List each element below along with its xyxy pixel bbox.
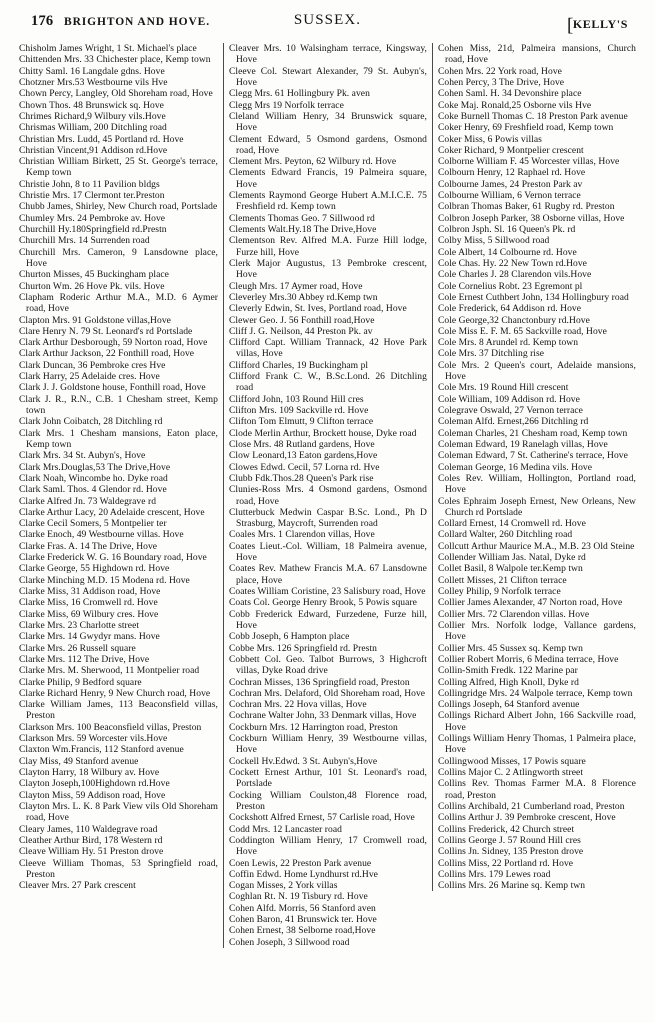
directory-entry: Coleman Charles, 21 Chesham road, Kemp town	[437, 427, 628, 439]
directory-entry: Collard Ernest, 14 Cromwell rd. Hove	[437, 518, 586, 530]
directory-entry: Clunies-Ross Mrs. 4 Osmond gardens, Osmond road, Hove	[228, 484, 427, 507]
directory-entry: Collins Major C. 2 Atlingworth street	[437, 767, 584, 778]
directory-entry: Cleugh Mrs. 17 Aymer road, Hove	[228, 280, 363, 292]
directory-entry: Coats Col. George Henry Brook, 5 Powis square	[228, 597, 417, 609]
directory-entry: Clarke William James, 113 Beaconsfield villas, Preston	[19, 699, 218, 722]
directory-entry: Cleeve Col. Stewart Alexander, 79 St. Aubyn's, Hove	[228, 65, 427, 88]
directory-entry: Clements Raymond George Hubert A.M.I.C.E. 75 Freshfield rd. Kemp town	[228, 190, 427, 213]
directory-entry: Cole William, 109 Addison rd. Hove	[437, 393, 580, 405]
directory-entry: Cobb Frederick Edward, Furzedene, Furze hill, Hove	[228, 608, 427, 631]
directory-entry: Clewer Geo. J. 56 Fonthill road,Hove	[228, 314, 375, 326]
directory-entry: Clarke Mrs. 14 Gwydyr mans. Hove	[19, 631, 160, 643]
directory-column-1	[14, 43, 223, 891]
directory-entry: Clark Arthur Jackson, 22 Fonthill road, Hove	[19, 348, 195, 360]
directory-entry: Clarkson Mrs. 100 Beaconsfield villas, Preston	[19, 721, 202, 733]
directory-entry: Clark Duncan, 36 Pembroke cres Hve	[19, 359, 166, 371]
directory-entry: Chown Percy, Langley, Old Shoreham road, Hove	[19, 88, 213, 100]
directory-entry: Cole Mrs. 2 Queen's court, Adelaide mansions, Hove	[437, 359, 636, 383]
directory-entry: Clark Noah, Wincombe ho. Dyke road	[19, 472, 168, 484]
directory-entry: Cochrane Walter John, 33 Denmark villas, Hove	[228, 710, 417, 722]
directory-entry: Collier Robert Morris, 6 Medina terrace, Hove	[437, 653, 619, 665]
directory-entry: Christie John, 8 to 11 Pavilion bldgs	[19, 178, 160, 190]
directory-entry: Cole Albert, 14 Colbourne rd. Hove	[437, 246, 577, 258]
directory-entry: Chrimes Richard,9 Wilbury vils.Hove	[19, 110, 166, 122]
directory-entry: Collard Walter, 260 Ditchling road	[437, 529, 573, 541]
directory-entry: Cole Frederick, 64 Addison rd. Hove	[437, 303, 582, 315]
directory-entry: Coffin Edwd. Home Lyndhurst rd.Hve	[228, 868, 378, 880]
directory-entry: Clegg Mrs 19 Norfolk terrace	[228, 99, 344, 111]
directory-entry: Clement Mrs. Peyton, 62 Wilbury rd. Hove	[228, 156, 397, 168]
directory-entry: Colbourn Henry, 12 Raphael rd. Hove	[437, 167, 586, 179]
directory-entry: Collins Frederick, 42 Church street	[437, 823, 575, 835]
directory-entry: Cochran Misses, 136 Springfield road, Preston	[228, 676, 410, 688]
running-head-publisher	[567, 15, 628, 37]
directory-entry: Cohen Percy, 3 The Drive, Hove	[437, 76, 565, 88]
directory-entry: Cole Chas. Hy. 22 New Town rd.Hove	[437, 257, 587, 269]
directory-entry: Chisholm James Wright, 1 St. Michael's place	[19, 43, 197, 54]
directory-entry: Collier James Alexander, 47 Norton road, Hove	[437, 597, 623, 609]
directory-entry: Cobb Joseph, 6 Hampton place	[228, 631, 350, 643]
directory-entry: Collins Jn. Sidney, 135 Preston drove	[437, 846, 584, 858]
directory-entry: Clarke Miss, 31 Addison road, Hove	[19, 586, 161, 597]
directory-entry: Cohen Saml. H. 34 Devonshire place	[437, 88, 582, 100]
directory-entry: Clark Mrs.Douglas,53 The Drive,Hove	[19, 461, 171, 473]
directory-entry: Clarkson Mrs. 59 Worcester vils.Hove	[19, 733, 168, 745]
directory-entry: Cole Mrs. 19 Round Hill crescent	[437, 382, 569, 394]
directory-entry: Clarke Miss, 16 Cromwell rd. Hove	[19, 597, 158, 609]
directory-entry: Collier Mrs. Norfolk lodge, Vallance gardens, Hove	[437, 619, 636, 643]
directory-entry: Collins Mrs. 179 Lewes road	[437, 868, 551, 880]
directory-entry: Chotzner Mrs.53 Westbourne vils Hve	[19, 76, 168, 88]
directory-entry: Clayton Mrs. L. K. 8 Park View vils Old Shoreham road, Hove	[19, 800, 218, 824]
directory-entry: Cohen Miss, 21d, Palmeira mansions, Church road, Hove	[437, 43, 636, 66]
directory-entry: Cleave William Hy. 51 Preston drove	[19, 846, 164, 858]
directory-entry: Collings Richard Albert John, 166 Sackville road, Hove	[437, 710, 636, 733]
directory-entry: Clapton Mrs. 91 Goldstone villas,Hove	[19, 314, 171, 326]
directory-entry: Cole Cornelius Robt. 23 Egremont pl	[437, 280, 583, 292]
directory-entry: Clifford Charles, 19 Buckingham pl	[228, 359, 369, 371]
directory-entry: Collings William Henry Thomas, 1 Palmeira place, Hove	[437, 733, 636, 756]
directory-entry: Cleaver Mrs. 27 Park crescent	[19, 880, 136, 892]
directory-entry: Colbourne William, 6 Vernon terrace	[437, 190, 581, 202]
directory-entry: Clayton Harry, 18 Wilbury av. Hove	[19, 767, 160, 778]
directory-entry: Clements Edward Francis, 19 Palmeira square, Hove	[228, 167, 427, 190]
directory-entry: Coleman Alfd. Ernest,266 Ditchling rd	[437, 416, 589, 428]
directory-entry: Coddington William Henry, 17 Cromwell road, Hove	[228, 834, 427, 858]
directory-entry: Clementson Rev. Alfred M.A. Furze Hill lodge, Furze hill, Hove	[228, 235, 427, 258]
directory-entry: Clayton Joseph,100Highdown rd.Hove	[19, 778, 170, 790]
directory-entry: Clarke Richard Henry, 9 New Church road, Hove	[19, 687, 211, 699]
directory-entry: Churchill Mrs. Cameron, 9 Lansdowne place, Hove	[19, 246, 218, 269]
directory-entry: Coales Mrs. 1 Clarendon villas, Hove	[228, 529, 375, 541]
directory-entry: Coles Ephraim Joseph Ernest, New Orleans, New Church rd Portslade	[437, 495, 636, 518]
directory-entry: Clarke Mrs. 112 The Drive, Hove	[19, 653, 150, 665]
directory-entry: Clarke Arthur Lacy, 20 Adelaide crescent, Hove	[19, 506, 205, 518]
directory-entry: Cohen Baron, 41 Brunswick ter. Hove	[228, 914, 377, 926]
directory-entry: Chubb James, Shirley, New Church road, Portslade	[19, 201, 218, 213]
directory-entry: Cockell Hv.Edwd. 3 St. Aubyn's,Hove	[228, 755, 378, 767]
directory-entry: Collings Joseph, 64 Stanford avenue	[437, 699, 580, 711]
directory-entry: Churchill Hy.180Springfield rd.Prestn	[19, 224, 167, 235]
directory-entry: Churchill Mrs. 14 Surrenden road	[19, 235, 150, 247]
running-head-left-title: BRIGHTON AND HOVE.	[64, 16, 211, 28]
directory-entry: Christian Vincent,91 Addison rd.Hove	[19, 144, 168, 156]
directory-entry: Cole Ernest Cuthbert John, 134 Hollingbury road	[437, 291, 629, 303]
directory-entry: Clerk Major Augustus, 13 Pembroke crescent, Hove	[228, 257, 427, 281]
directory-entry: Cohen Mrs. 22 York road, Hove	[437, 65, 562, 77]
directory-entry: Colbran Thomas Baker, 61 Rugby rd. Preston	[437, 201, 615, 213]
directory-entry: Clifford John, 103 Round Hill cres	[228, 393, 364, 405]
directory-entry: Clubb Fdk.Thos.28 Queen's Park rise	[228, 472, 374, 484]
directory-entry: Clode Merlin Arthur, Brockett house, Dyke road	[228, 427, 417, 439]
directory-entry: Cobbett Col. Geo. Talbot Burrows, 3 Highcroft villas, Dyke Road drive	[228, 653, 427, 677]
directory-entry: Collier Mrs. 72 Clarendon villas. Hove	[437, 608, 590, 620]
directory-entry: Clare Henry N. 79 St. Leonard's rd Portslade	[19, 325, 193, 337]
directory-entry: Collins Arthur J. 39 Pembroke crescent, Hove	[437, 812, 616, 824]
directory-entry: Clark J. R., R.N., C.B. 1 Chesham street, Kemp town	[19, 393, 218, 416]
directory-entry: Clarke Philip, 9 Bedford square	[19, 676, 142, 688]
directory-columns	[14, 43, 641, 1018]
directory-entry: Clarke Mrs. M. Sherwood, 11 Montpelier road	[19, 665, 200, 677]
directory-entry: Clarke Mrs. 26 Russell square	[19, 642, 136, 654]
directory-entry: Clark Arthur Desborough, 59 Norton road, Hove	[19, 337, 208, 349]
directory-entry: Colborne William F. 45 Worcester villas, Hove	[437, 156, 620, 168]
directory-entry: Coke Maj. Ronald,25 Osborne vils Hve	[437, 99, 592, 111]
directory-entry: Clifford Capt. William Trannack, 42 Hove Park villas, Hove	[228, 337, 427, 360]
directory-entry: Colegrave Oswald, 27 Vernon terrace	[437, 405, 583, 416]
directory-entry: Cole Mrs. 37 Ditchling rise	[437, 348, 545, 360]
directory-entry: Cohen Alfd. Morris, 56 Stanford aven	[228, 902, 376, 914]
directory-entry: Collett Misses, 21 Clifton terrace	[437, 574, 567, 586]
directory-entry: Cockshott Alfred Ernest, 57 Carlisle road, Hove	[228, 812, 415, 824]
directory-entry: Cockburn Mrs. 12 Harrington road, Preston	[228, 721, 398, 733]
directory-entry: Colbourne James, 24 Preston Park av	[437, 178, 583, 190]
directory-entry: Cochran Mrs. Delaford, Old Shoreham road, Hove	[228, 687, 426, 699]
directory-entry: Christie Mrs. 17 Clermont ter.Preston	[19, 190, 165, 202]
directory-entry: Clow Leonard,13 Eaton gardens,Hove	[228, 450, 378, 462]
directory-entry: Clements Walt.Hy.18 The Drive,Hove	[228, 224, 377, 235]
directory-entry: Cochran Mrs. 22 Hova villas, Hove	[228, 699, 367, 711]
directory-entry: Collins George J. 57 Round Hill cres	[437, 834, 581, 846]
directory-entry: Cleverley Mrs.30 Abbey rd.Kemp twn	[228, 291, 378, 303]
directory-entry: Collins Rev. Thomas Farmer M.A. 8 Florence road, Preston	[437, 778, 636, 801]
directory-entry: Clark Mrs. 34 St. Aubyn's, Hove	[19, 450, 146, 462]
directory-entry: Clark Harry, 25 Adelaide cres. Hove	[19, 371, 160, 383]
directory-entry: Clayton Miss, 59 Addison road, Hove	[19, 789, 166, 801]
directory-entry: Coles Rev. William, Hollington, Portland road, Hove	[437, 472, 636, 496]
directory-entry: Colby Miss, 5 Sillwood road	[437, 235, 550, 247]
directory-entry: Collin-Smith Fredk. 122 Marine par	[437, 665, 578, 677]
directory-entry: Cole Mrs. 8 Arundel rd. Kemp town	[437, 337, 579, 349]
directory-entry: Clay Miss, 49 Stanford avenue	[19, 755, 139, 767]
directory-entry: Colbron Joseph Parker, 38 Osborne villas, Hove	[437, 212, 625, 224]
directory-entry: Clarke Fras. A. 14 The Drive, Hove	[19, 540, 158, 552]
directory-entry: Clement Edward, 5 Osmond gardens, Osmond road, Hove	[228, 133, 427, 156]
directory-entry: Clark Mrs. 1 Chesham mansions, Eaton place, Kemp town	[19, 427, 218, 450]
directory-entry: Clowes Edwd. Cecil, 57 Lorna rd. Hve	[228, 461, 380, 473]
directory-entry: Clifton Tom Elmutt, 9 Clifton terrace	[228, 416, 374, 428]
directory-entry: Clutterbuck Medwin Caspar B.Sc. Lond., Ph D Strasburg, Maycroft, Surrenden road	[228, 506, 427, 530]
directory-entry: Coker Richard, 9 Montpelier crescent	[437, 144, 584, 156]
directory-entry: Colbron Jsph. Sl. 16 Queen's Pk. rd	[437, 224, 576, 235]
directory-entry: Chumley Mrs. 24 Pembroke av. Hove	[19, 212, 166, 224]
directory-entry: Cleland William Henry, 34 Brunswick square, Hove	[228, 110, 427, 134]
directory-entry: Clarke George, 55 Highdown rd. Hove	[19, 563, 170, 575]
directory-entry: Coleman Edward, 19 Ranelagh villas, Hove	[437, 438, 608, 450]
running-head	[18, 11, 637, 37]
directory-entry: Colling Alfred, High Knoll, Dyke rd	[437, 676, 579, 688]
directory-entry: Clements Thomas Geo. 7 Sillwood rd	[228, 212, 375, 224]
directory-entry: Collingridge Mrs. 24 Walpole terrace, Kemp town	[437, 687, 633, 699]
running-head-county-title: SUSSEX.	[293, 12, 362, 28]
directory-column-2	[223, 43, 432, 948]
directory-entry: Codd Mrs. 12 Lancaster road	[228, 823, 342, 835]
directory-entry: Chitty Saml. 16 Langdale gdns. Hove	[19, 65, 165, 77]
directory-entry: Coleman Edward, 7 St. Catherine's terrace, Hove	[437, 450, 628, 462]
directory-entry: Collier Mrs. 45 Sussex sq. Kemp twn	[437, 642, 583, 654]
directory-entry: Clarke Frederick W. G. 16 Boundary road, Hove	[19, 552, 207, 564]
directory-entry: Clarke Minching M.D. 15 Modena rd. Hove	[19, 574, 190, 586]
directory-entry: Christian Mrs. Ludd, 45 Portland rd. Hove	[19, 133, 184, 145]
directory-entry: Collins Miss, 22 Portland rd. Hove	[437, 857, 574, 869]
open-bracket: [	[566, 15, 574, 36]
directory-entry: Coates William Coristine, 23 Salisbury road, Hove	[228, 586, 426, 597]
directory-entry: Cole Miss E. F. M. 65 Sackville road, Hove	[437, 325, 607, 337]
directory-entry: Collingwood Misses, 17 Powis square	[437, 755, 586, 767]
directory-entry: Claxton Wm.Francis, 112 Stanford avenue	[19, 744, 184, 756]
directory-entry: Clarke Enoch, 49 Westbourne villas. Hove	[19, 529, 184, 541]
directory-entry: Collins Archibald, 21 Cumberland road, Preston	[437, 800, 625, 812]
directory-entry: Cole Charles J. 28 Clarendon vils.Hove	[437, 269, 592, 281]
directory-entry: Cleather Arthur Bird, 178 Western rd	[19, 834, 163, 846]
directory-entry: Cleeve William Thomas, 53 Springfield road, Preston	[19, 857, 218, 880]
directory-entry: Chrismas William, 200 Ditchling road	[19, 122, 167, 134]
directory-entry: Clapham Roderic Arthur M.A., M.D. 6 Aymer road, Hove	[19, 291, 218, 315]
directory-entry: Coghlan Rt. N. 19 Tisbury rd. Hove	[228, 891, 368, 903]
directory-entry: Clarke Miss, 69 Wilbury cres. Hove	[19, 608, 159, 620]
directory-entry: Cole George,32 Chanctonbury rd.Hove	[437, 314, 590, 326]
directory-entry: Colley Philip, 9 Norfolk terrace	[437, 586, 561, 597]
directory-entry: Collcutt Arthur Maurice M.A., M.B. 23 Old Steine	[437, 540, 635, 552]
directory-entry: Coke Burnell Thomas C. 18 Preston Park avenue	[437, 110, 628, 122]
directory-entry: Collins Mrs. 26 Marine sq. Kemp twn	[437, 880, 586, 892]
directory-entry: Coen Lewis, 22 Preston Park avenue	[228, 857, 372, 869]
directory-entry: Coker Henry, 69 Freshfield road, Kemp town	[437, 122, 614, 134]
directory-entry: Cocking William Coulston,48 Florence road, Preston	[228, 789, 427, 812]
directory-entry: Close Mrs. 48 Rutland gardens, Hove	[228, 438, 375, 450]
directory-entry: Collender William Jas. Natal, Dyke rd	[437, 552, 586, 564]
directory-entry: Christian William Birkett, 25 St. George's terrace, Kemp town	[19, 156, 218, 179]
directory-entry: Churton Misses, 45 Buckingham place	[19, 269, 169, 281]
directory-entry: Clarke Mrs. 23 Charlotte street	[19, 619, 140, 631]
directory-entry: Clark John Coibatch, 28 Ditchling rd	[19, 416, 163, 428]
directory-entry: Cohen Joseph, 3 Sillwood road	[228, 936, 350, 948]
page-folio-number: 176	[31, 13, 54, 29]
directory-entry: Cockett Ernest Arthur, 101 St. Leonard's road, Portslade	[228, 767, 427, 790]
directory-entry: Clark Saml. Thos. 4 Glendor rd. Hove	[19, 484, 167, 496]
directory-entry: Collet Basil, 8 Walpole ter.Kemp twn	[437, 563, 583, 575]
directory-entry: Chittenden Mrs. 33 Chichester place, Kemp town	[19, 54, 211, 66]
directory-entry: Clarke Cecil Somers, 5 Montpelier ter	[19, 518, 167, 530]
directory-entry: Cobbe Mrs. 126 Springfield rd. Prestn	[228, 642, 377, 654]
directory-entry: Clarke Alfred Jn. 73 Waldegrave rd	[19, 495, 157, 507]
directory-entry: Clegg Mrs. 61 Hollingbury Pk. aven	[228, 88, 370, 100]
directory-entry: Coates Lieut.-Col. William, 18 Palmeira avenue, Hove	[228, 540, 427, 564]
directory-entry: Clifford Frank C. W., B.Sc.Lond. 26 Ditchling road	[228, 371, 427, 394]
directory-entry: Cliff J. G. Neilson, 44 Preston Pk. av	[228, 325, 373, 337]
directory-entry: Coker Miss, 6 Powis villas	[437, 133, 542, 145]
directory-entry: Coates Rev. Mathew Francis M.A. 67 Lansdowne place, Hove	[228, 563, 427, 586]
directory-entry: Cockburn William Henry, 39 Westbourne villas, Hove	[228, 733, 427, 756]
directory-entry: Cogan Misses, 2 York villas	[228, 880, 338, 892]
directory-entry: Chown Thos. 48 Brunswick sq. Hove	[19, 99, 164, 111]
directory-entry: Clifton Mrs. 109 Sackville rd. Hove	[228, 405, 369, 416]
directory-entry: Churton Wm. 26 Hove Pk. vils. Hove	[19, 280, 165, 292]
directory-entry: Clark J. J. Goldstone house, Fonthill road, Hove	[19, 382, 206, 394]
directory-entry: Cleaver Mrs. 10 Walsingham terrace, Kingsway, Hove	[228, 43, 427, 66]
directory-entry: Coleman George, 16 Medina vils. Hove	[437, 461, 593, 473]
publisher-name: KELLY'S	[572, 17, 628, 31]
directory-column-3	[432, 43, 641, 891]
directory-entry: Cleary James, 110 Waldegrave road	[19, 823, 158, 835]
directory-entry: Cohen Ernest, 38 Selborne road,Hove	[228, 925, 376, 937]
directory-entry: Cleverly Edwin, St. Ives, Portland road, Hove	[228, 303, 407, 315]
